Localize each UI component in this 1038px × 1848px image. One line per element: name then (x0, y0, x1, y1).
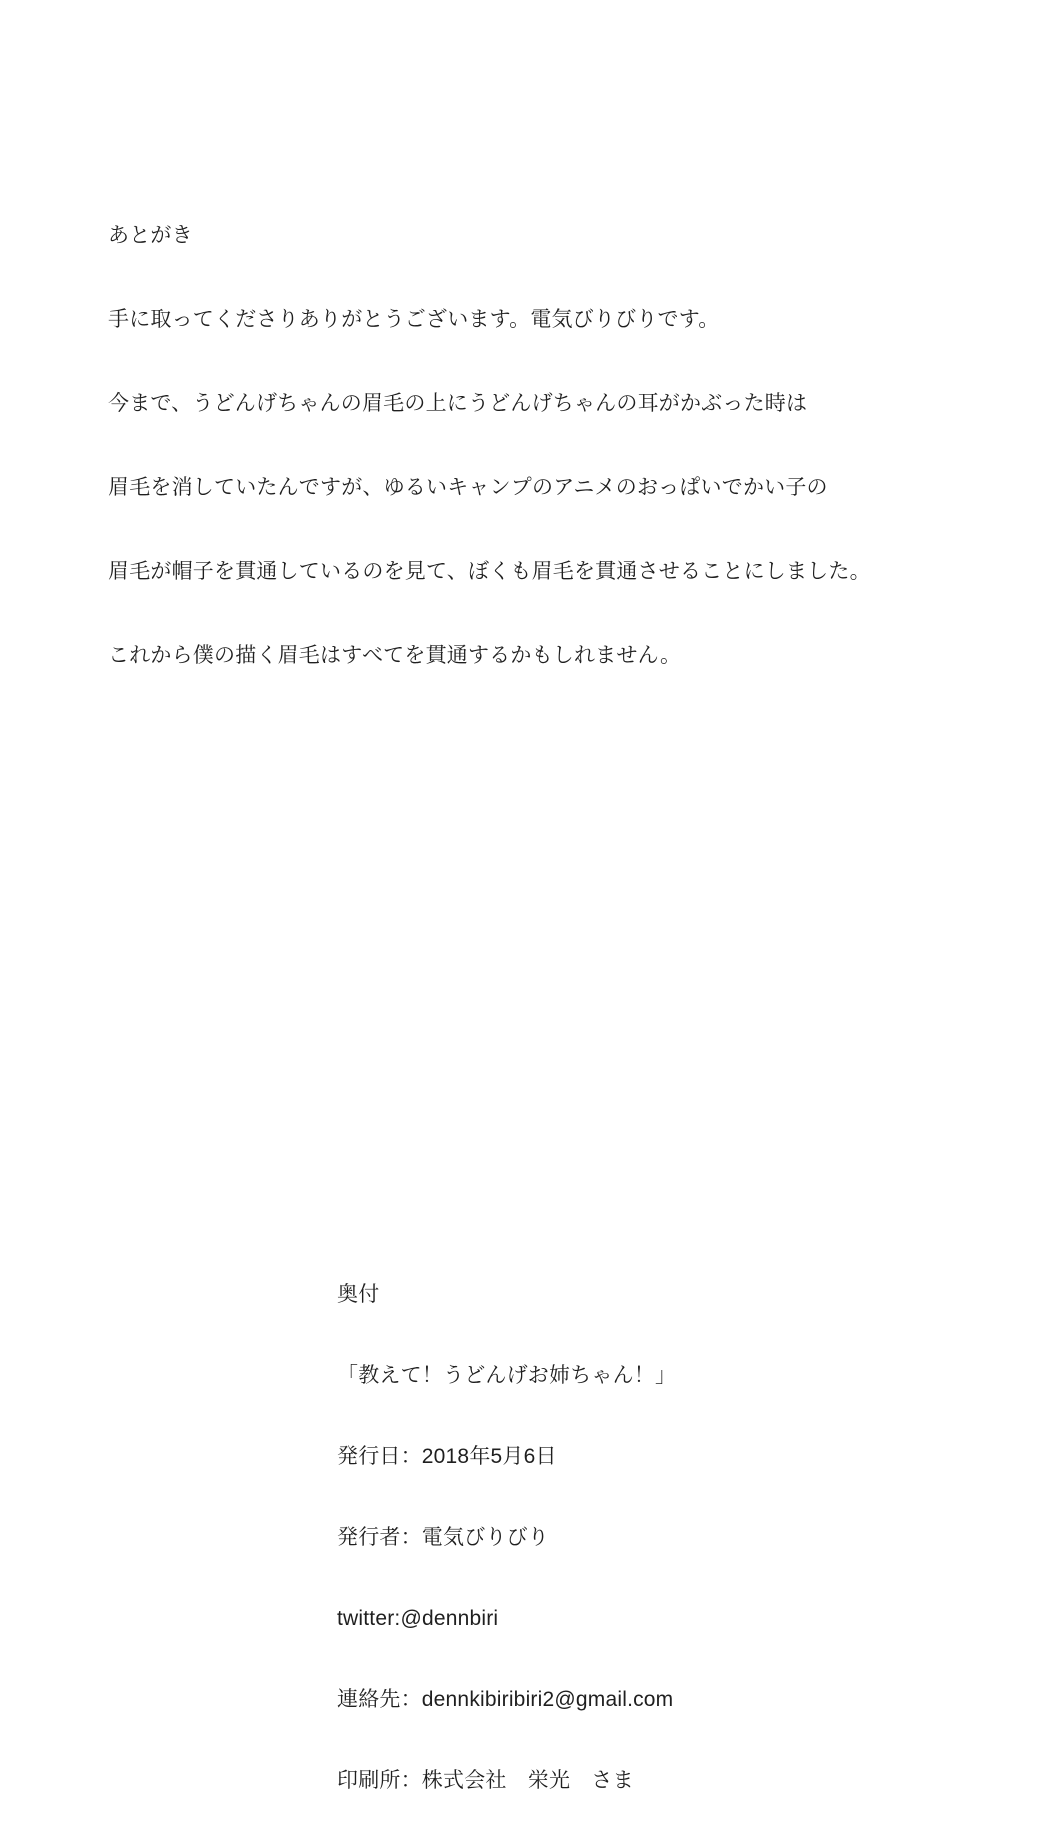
colophon-publish-date: 発行日：2018年5月6日 (337, 1445, 557, 1468)
afterword-line: 今まで、うどんげちゃんの眉毛の上にうどんげちゃんの耳がかぶった時は (108, 392, 808, 415)
afterword-line: これから僕の描く眉毛はすべてを貫通するかもしれません。 (108, 644, 682, 667)
colophon-twitter-handle: twitter:@dennbiri (337, 1607, 499, 1630)
afterword-section (108, 166, 871, 726)
afterword-heading: あとがき (108, 224, 193, 247)
colophon-contact-email: 連絡先：dennkibiribiri2@gmail.com (337, 1688, 674, 1711)
afterword-line: 手に取ってくださりありがとうございます。電気びりびりです。 (108, 308, 720, 331)
afterword-line: 眉毛が帽子を貫通しているのを見て、ぼくも眉毛を貫通させることにしました。 (108, 560, 871, 583)
colophon-heading: 奥付 (337, 1283, 380, 1306)
colophon-book-title: 「教えて！うどんげお姉ちゃん！」 (337, 1364, 677, 1387)
colophon-printer: 印刷所：株式会社 栄光 さま (337, 1769, 634, 1792)
afterword-line: 眉毛を消していたんですが、ゆるいキャンプのアニメのおっぱいでかい子の (108, 476, 828, 499)
colophon-publisher: 発行者：電気びりびり (337, 1526, 549, 1549)
colophon-section (337, 1227, 676, 1848)
